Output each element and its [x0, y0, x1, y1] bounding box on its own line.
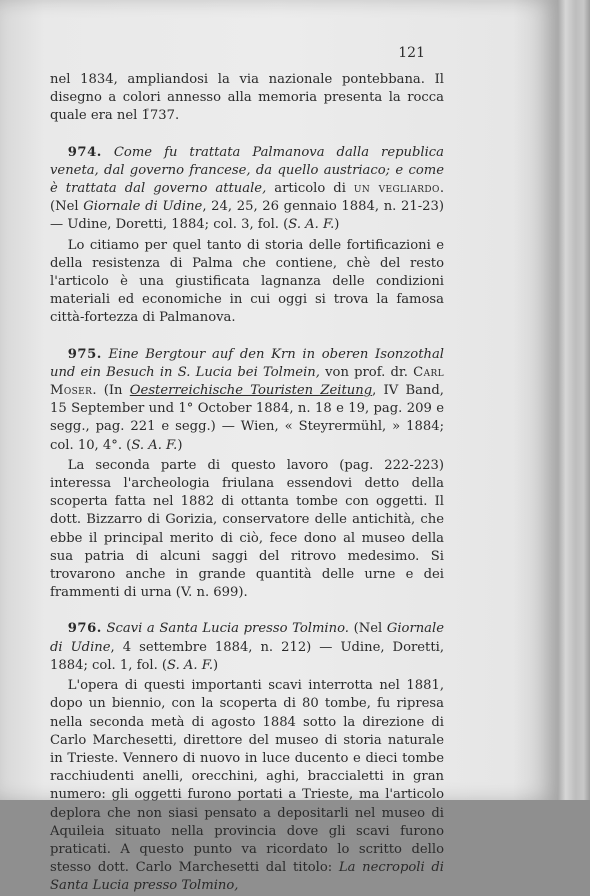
- entry-journal: Giornale di Udine: [50, 621, 444, 655]
- bibliography-entry-976: [50, 620, 444, 895]
- entry-details-end: ): [334, 217, 340, 233]
- entry-journal: Oesterreichische Touristen Zeitung: [129, 383, 373, 399]
- entry-journal: Giornale di Udine: [83, 199, 203, 215]
- entry-publication-details: , 4 settembre 1884, n. 212) — Udine, Doretti, 1884; col. 1, fol. (: [50, 639, 444, 673]
- entry-description: Lo citiamo per quel tanto di storia delle fortificazioni e della resistenza di Palma che contiene, chè del resto l'articolo è una giustificata lagnanza delle condizioni materiali ed economiche in cui oggi si trova la famosa città-fortezza di Palmanova.: [50, 237, 444, 326]
- entry-publication-details: , 24, 25, 26 gennaio 1884, n. 21-23) — Udine, Doretti, 1884; col. 3, fol. (: [50, 199, 445, 233]
- entry-details-suffix: . (Nel: [50, 181, 444, 215]
- entry-details-prefix: (Nel: [348, 621, 387, 637]
- entry-initials: S. A. F.: [131, 437, 178, 453]
- entry-number: 974.: [67, 144, 102, 160]
- entry-author: un vegliardo: [353, 181, 440, 197]
- entry-details-prefix: articolo di: [266, 181, 354, 197]
- page-edge: [558, 0, 590, 800]
- entry-title: Eine Bergtour auf den Krn in oberen Isonzothal und ein Besuch in S. Lucia bei Tolmein,: [50, 346, 444, 380]
- entry-author: Carl Moser: [50, 364, 445, 399]
- entry-citation: [50, 144, 444, 235]
- opening-paragraph: nel 1834, ampliandosi la via nazionale pontebbana. Il disegno a colori annesso alla memoria presenta la rocca quale era nel 1737.: [50, 72, 444, 124]
- bibliography-entry-974: [50, 144, 444, 328]
- entry-initials: S. A. F.: [167, 657, 214, 673]
- entry-number: 975.: [67, 346, 102, 362]
- entry-description-text: L'opera di questi importanti scavi interrotta nel 1881, dopo un biennio, con la scoperta di 80 tombe, fu ripresa nella seconda metà di agosto 1884 sotto la direzione di Carlo Marchesetti, direttore del museo di storia naturale in Trieste. Vennero di nuovo in luce ducento e dieci tombe racchiudenti anelli, orecchini, aghi, braccialetti in gran numero: gli oggetti furono portati a Trieste, ma l'articolo deplora che non siasi pensato a depositarli nel museo di Aquileia situato nella provincia dove gli scavi furono praticati. A questo punto va ricordato lo scritto dello stesso dott. Carlo Marchesetti dal titolo:: [50, 678, 444, 876]
- entry-title: Come fu trattata Palmanova dalla republica veneta, dal governo francese, da quello austriaco; e come è trattata dal governo attuale,: [50, 144, 444, 197]
- entry-details-prefix: von prof. dr.: [319, 364, 414, 380]
- entry-citation: [50, 346, 444, 455]
- entry-publication-details: , IV Band, 15 September und 1° October 1884, n. 18 e 19, pag. 209 e segg., pag. 221 e segg.) — Wien, « Steyrermühl, » 1884; col. 10, 4°. (: [50, 383, 444, 453]
- entry-details-suffix: . (In: [92, 383, 130, 399]
- entry-description: [50, 677, 444, 895]
- entry-initials: S. A. F.: [288, 217, 335, 233]
- entry-details-end: ): [213, 657, 219, 673]
- entry-description: La seconda parte di questo lavoro (pag. 222-223) interessa l'archeologia friulana essendovi detto della scoperta fatta nel 1882 di ottanta tombe con oggetti. Il dott. Bizzarro di Gorizia, conservatore delle antichità, che ebbe il principal merito di ciò, fece dono al museo della sua patria di alcuni saggi del ritrovo medesimo. Si trovarono anche in grande quantità delle urne e dei frammenti di urna (V. n. 699).: [50, 457, 444, 601]
- entry-details-end: ): [177, 437, 183, 453]
- page-content: [50, 71, 444, 896]
- entry-title: Scavi a Santa Lucia presso Tolmino.: [106, 621, 349, 637]
- entry-description-italic-title: La necropoli di Santa Lucia presso Tolmino,: [50, 860, 444, 894]
- entry-number: 976.: [67, 621, 102, 637]
- entry-citation: [50, 620, 444, 675]
- bibliography-entry-975: [50, 346, 444, 603]
- page-number: 121: [398, 45, 425, 61]
